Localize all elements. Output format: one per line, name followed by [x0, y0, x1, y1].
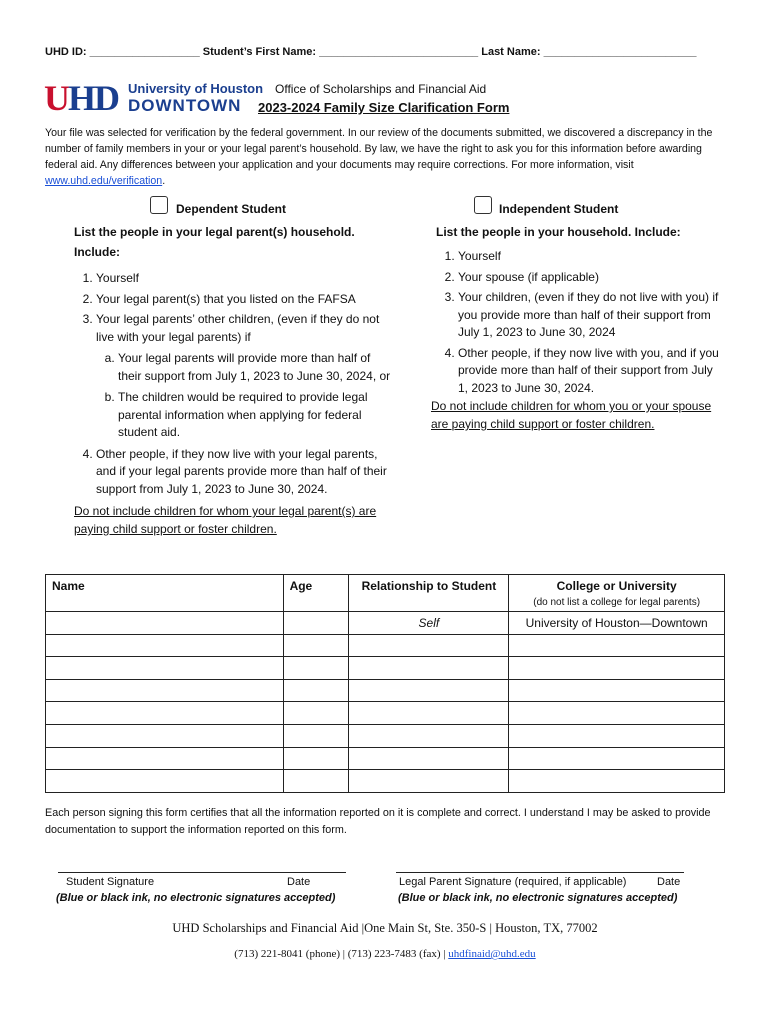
uhd-logo — [44, 78, 264, 118]
age-cell[interactable] — [283, 612, 349, 635]
student-signature-label: Student Signature — [66, 876, 155, 888]
independent-section — [436, 222, 726, 400]
dependent-include-label: Include: — [74, 245, 121, 259]
email-link[interactable]: uhdfinaid@uhd.edu — [448, 948, 536, 960]
dependent-list — [74, 270, 394, 498]
relationship-cell[interactable] — [349, 770, 509, 793]
dependent-sublist — [96, 350, 394, 442]
independent-list — [436, 248, 726, 397]
independent-student-heading: Independent Student — [499, 202, 619, 216]
name-cell[interactable] — [46, 747, 284, 770]
name-cell[interactable] — [46, 657, 284, 680]
student-signature-note: (Blue or black ink, no electronic signatures accepted) — [56, 892, 336, 904]
list-item: b. The children would be required to provide legal parental information when applying for federal student aid. — [118, 389, 394, 442]
college-cell[interactable]: University of Houston—Downtown — [509, 612, 725, 635]
dependent-section — [74, 222, 394, 538]
parent-signature-note: (Blue or black ink, no electronic signatures accepted) — [398, 892, 678, 904]
name-cell[interactable] — [46, 770, 284, 793]
dependent-exclusion-note: Do not include children for whom your legal parent(s) are paying child support or foster children. — [74, 504, 377, 536]
independent-exclusion-note: Do not include children for whom you or your spouse are paying child support or foster children. — [431, 399, 712, 431]
footer-address: UHD Scholarships and Financial Aid |One Main St, Ste. 350-S | Houston, TX, 77002 — [172, 921, 598, 935]
dependent-student-checkbox[interactable] — [150, 196, 168, 214]
relationship-cell[interactable] — [349, 724, 509, 747]
table-row — [46, 612, 725, 635]
college-column-note: (do not list a college for legal parents) — [533, 597, 701, 608]
college-cell[interactable] — [509, 679, 725, 702]
independent-list-intro: List the people in your household. Include: — [436, 225, 681, 239]
age-cell[interactable] — [283, 657, 349, 680]
table-row — [46, 702, 725, 725]
relationship-column-header: Relationship to Student — [349, 575, 509, 612]
dependent-student-heading: Dependent Student — [176, 202, 286, 216]
list-item: 1. Yourself — [96, 270, 394, 288]
table-row — [46, 657, 725, 680]
college-cell[interactable] — [509, 702, 725, 725]
college-cell[interactable] — [509, 770, 725, 793]
list-item: 2. Your legal parent(s) that you listed on the FAFSA — [96, 291, 394, 309]
name-cell[interactable] — [46, 679, 284, 702]
table-row — [46, 747, 725, 770]
list-item: 4. Other people, if they now live with your legal parents, and if your legal parents provide more than half of their support from July 1, 2023 to June 30, 2024. — [96, 446, 394, 499]
household-table — [45, 574, 725, 793]
table-row — [46, 679, 725, 702]
relationship-cell[interactable] — [349, 679, 509, 702]
name-cell[interactable] — [46, 634, 284, 657]
table-row — [46, 770, 725, 793]
uhd-logo-mark: UHD — [44, 78, 118, 118]
student-date-label: Date — [287, 876, 311, 888]
logo-university-text: University of Houston — [128, 81, 264, 96]
age-cell[interactable] — [283, 634, 349, 657]
relationship-cell[interactable] — [349, 747, 509, 770]
college-cell[interactable] — [509, 657, 725, 680]
student-signature-line[interactable] — [58, 872, 346, 873]
footer-contact: (713) 221-8041 (phone) | (713) 223-7483 (fax) | uhdfinaid@uhd.edu — [234, 948, 536, 960]
independent-student-checkbox[interactable] — [474, 196, 492, 214]
age-cell[interactable] — [283, 679, 349, 702]
age-cell[interactable] — [283, 747, 349, 770]
office-name: Office of Scholarships and Financial Aid — [275, 82, 487, 96]
relationship-cell[interactable] — [349, 657, 509, 680]
age-cell[interactable] — [283, 770, 349, 793]
college-column-header: College or University (do not list a college for legal parents) — [509, 575, 725, 612]
header-id-line: UHD ID: __________________ Student’s First Name: __________________________ Last Name: _________________________ — [45, 46, 697, 58]
table-header-row — [46, 575, 725, 612]
list-item: 4. Other people, if they now live with you, and if you provide more than half of their support from July 1, 2023 to June 30, 2024. — [458, 345, 726, 398]
intro-paragraph: Your file was selected for verification by the federal government. In our review of the documents submitted, we discovered a discrepancy in the number of family members in your or your legal parent’s household. By law, we have the right to ask you for this information before awarding federal aid. Any differences between your application and your documents may require corrections. For more information, visit www.uhd.edu/verification. — [45, 127, 713, 187]
name-cell[interactable] — [46, 612, 284, 635]
college-cell[interactable] — [509, 724, 725, 747]
name-column-header: Name — [46, 575, 284, 612]
college-cell[interactable] — [509, 634, 725, 657]
certification-text: Each person signing this form certifies that all the information reported on it is complete and correct. I understand I may be asked to provide documentation to support the information reported on this form. — [45, 807, 711, 836]
list-item: 3. Your legal parents’ other children, (even if they do not live with your legal parents) if a. Your legal parents will provide more than half of their support from July 1, 2023 to June 30, 2024, or b. The children would be required to provide legal parental information when applying for federal student aid. — [96, 311, 394, 442]
parent-signature-line[interactable] — [396, 872, 684, 873]
list-item: 2. Your spouse (if applicable) — [458, 269, 726, 287]
verification-link[interactable]: www.uhd.edu/verification — [45, 175, 163, 187]
name-cell[interactable] — [46, 724, 284, 747]
list-item: 3. Your children, (even if they do not live with you) if you provide more than half of their support from July 1, 2023 to June 30, 2024 — [458, 289, 726, 342]
age-cell[interactable] — [283, 702, 349, 725]
relationship-cell[interactable] — [349, 702, 509, 725]
college-cell[interactable] — [509, 747, 725, 770]
logo-downtown-text: DOWNTOWN — [128, 96, 242, 115]
list-item: a. Your legal parents will provide more than half of their support from July 1, 2023 to June 30, 2024, or — [118, 350, 394, 385]
relationship-cell[interactable] — [349, 634, 509, 657]
list-item: 1. Yourself — [458, 248, 726, 266]
parent-date-label: Date — [657, 876, 681, 888]
form-title: 2023-2024 Family Size Clarification Form — [258, 100, 510, 115]
age-cell[interactable] — [283, 724, 349, 747]
dependent-list-intro: List the people in your legal parent(s) household. — [74, 225, 355, 239]
relationship-cell[interactable]: Self — [349, 612, 509, 635]
parent-signature-label: Legal Parent Signature (required, if applicable) — [399, 876, 627, 888]
table-row — [46, 724, 725, 747]
age-column-header: Age — [283, 575, 349, 612]
table-row — [46, 634, 725, 657]
name-cell[interactable] — [46, 702, 284, 725]
